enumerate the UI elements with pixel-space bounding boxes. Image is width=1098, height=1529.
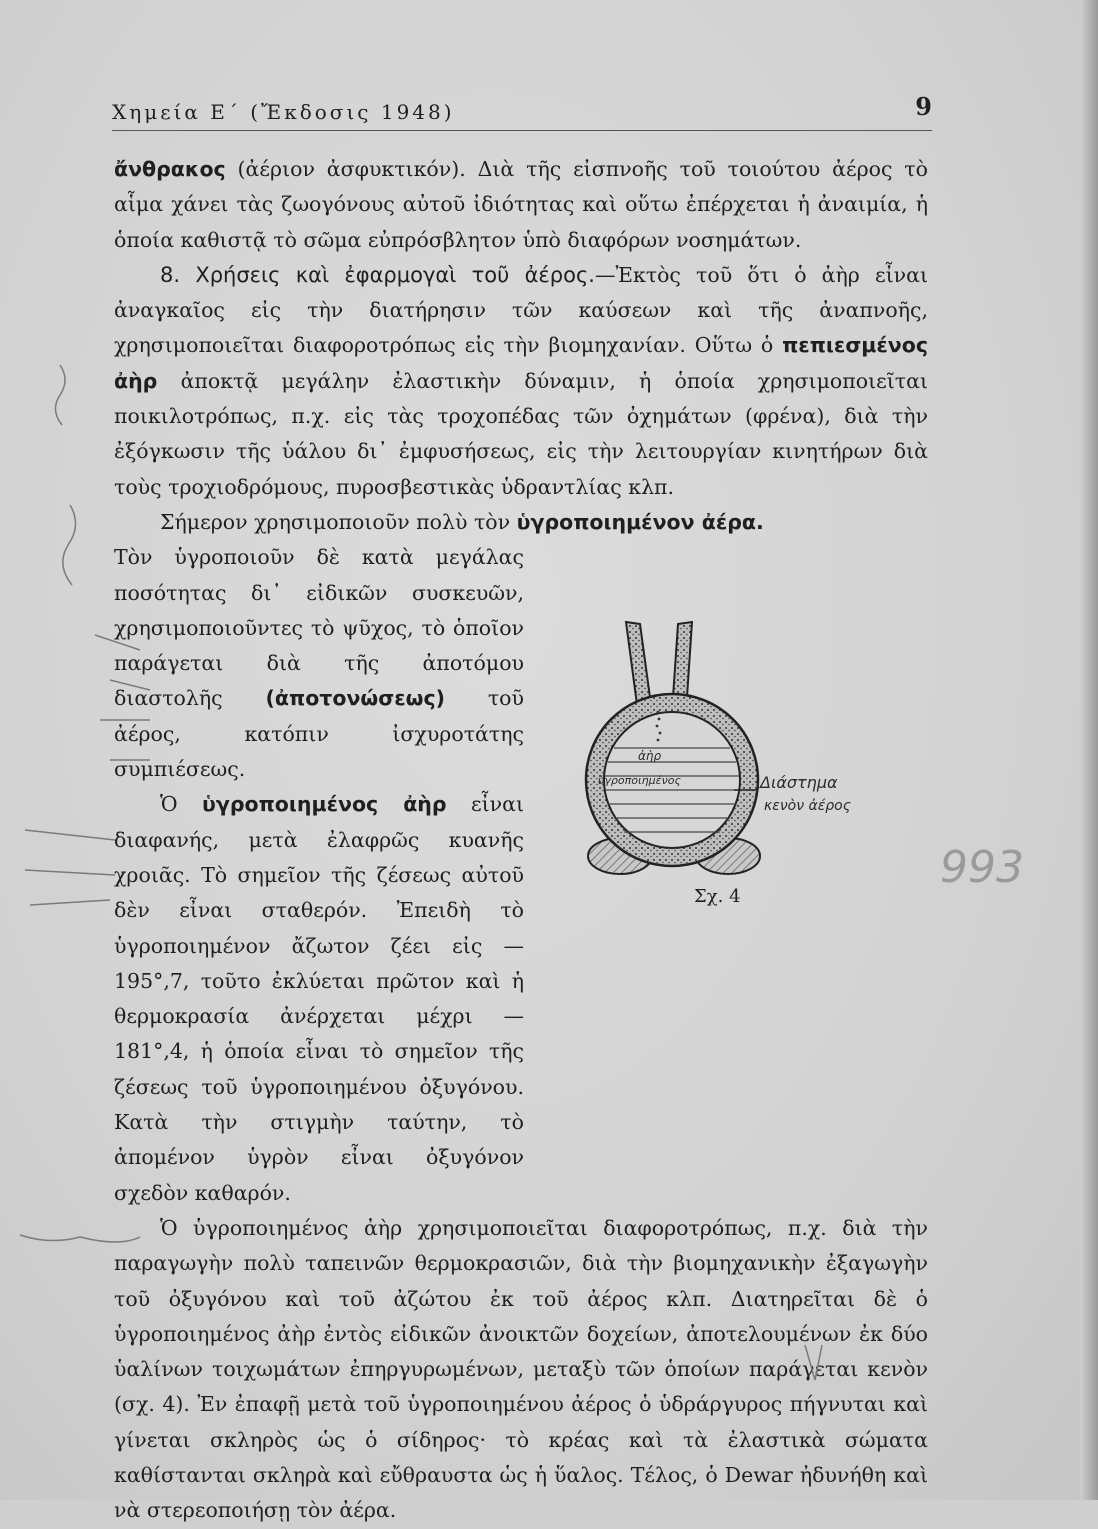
paragraph-text: ἀποκτᾷ μεγάλην ἐλαστικὴν δύναμιν, ἡ ὁποία χρησιμοποιεῖται ποικιλοτρόπως, π.χ. εἰς τὰς τροχοπέδας τῶν ὀχημάτων (φρένα), διὰ τὴν ἐξόγκωσιν τῆς ὑάλου δι᾽ ἐμφυσήσεως, εἰς τὴν λειτουργίαν κινητήρων διὰ τοὺς τροχιοδρόμους, πυροσβεστικὰς ὑδραντλίας κλπ. <box>114 368 928 499</box>
figure-caption: Σχ. 4 <box>694 886 741 907</box>
bold-term: ἄνθρακος <box>114 157 226 181</box>
paragraph-text: τοῦ ἀέρος, κατόπιν ἰσχυροτάτης συμπιέσεως. <box>114 686 524 782</box>
label-vacuum-space: Διάστημα <box>760 773 838 792</box>
page-number: 9 <box>915 92 932 121</box>
pencil-squiggle <box>63 505 76 585</box>
paragraph-text: Ὁ ὑγροποιημένος ἀὴρ χρησιμοποιεῖται διαφοροτρόπως, π.χ. διὰ τὴν παραγωγὴν πολὺ ταπεινῶν θερμοκρασιῶν, διὰ τὴν βιομηχανικὴν ἐξαγωγὴν τοῦ ὀξυγόνου καὶ τοῦ ἀζώτου ἐκ τοῦ ἀέρος κλπ. Διατηρεῖται δὲ ὁ ὑγροποιημένος ἀὴρ ἐντὸς εἰδικῶν ἀνοικτῶν δοχείων, ἀποτελουμένων ἐκ δύο ὑαλίνων τοιχωμάτων ἐπηργυρωμένων, μεταξὺ τῶν ὁποίων παράγεται κενὸν (σχ. 4). Ἐν ἐπαφῇ μετὰ τοῦ ὑγροποιημένου ἀέρος ὁ ὑδράργυρος πήγνυται καὶ γίνεται σκληρὸς ὡς ὁ σίδηρος· τὸ κρέας καὶ τὰ ἐλαστικὰ σώματα καθίστανται σκληρὰ καὶ εὔθραυστα ὡς ἡ ὕαλος. Τέλος, ὁ Dewar ἠδυνήθη καὶ νὰ στερεοποιήσῃ τὸν ἀέρα. <box>114 1215 928 1523</box>
section-heading: 8. Χρήσεις καὶ ἐφαρμογαὶ τοῦ ἀέρος. <box>160 262 595 287</box>
paragraph-text: (ἀέριον ἀσφυκτικόν). Διὰ τῆς εἰσπνοῆς τοῦ τοιούτου ἀέρος τὸ αἷμα χάνει τὰς ζωογόνους αὐτοῦ ἰδιότητας καὶ οὕτω ἐπέρχεται ἡ ἀναιμία, ἡ ὁποία καθιστᾷ τὸ σῶμα εὐπρόσβλητον ὑπὸ διαφόρων νοσημάτων. <box>114 157 928 252</box>
bold-term: πεπιεσμένος ἀὴρ <box>114 333 928 393</box>
paragraph-text: —Ἐκτὸς τοῦ ὅτι ὁ ἀὴρ εἶναι ἀναγκαῖος εἰς τὴν διατήρησιν τῶν καύσεων καὶ τῆς ἀναπνοῆς, χρησιμοποιεῖται διαφοροτρόπως εἰς τὴν βιομηχανίαν. Οὕτω ὁ <box>114 262 928 358</box>
bold-term: (ἀποτονώσεως) <box>265 686 445 711</box>
label-liquefied: ὑγροποιημένος <box>598 774 681 787</box>
bold-term: ὑγροποιημένος ἀὴρ <box>202 792 447 817</box>
pencil-lines <box>95 635 150 760</box>
paragraph-text: Σήμερον χρησιμοποιοῦν πολὺ τὸν <box>160 509 517 534</box>
label-air: ἀὴρ <box>638 749 662 763</box>
pencil-arrows <box>25 830 115 905</box>
paragraph-text: Τὸν ὑγροποιοῦν δὲ κατὰ μεγάλας ποσότητας δι᾽ εἰδικῶν συσκευῶν, χρησιμοποιοῦντες τὸ ψῦχος, τὸ ὁποῖον παράγεται διὰ τῆς ἀποτόμου διαστολῆς <box>114 545 524 711</box>
pencil-leaf <box>20 1235 140 1242</box>
bold-term: ὑγροποιημένον ἀέρα. <box>516 509 764 534</box>
paragraph-text: Ὁ <box>160 792 203 817</box>
pencil-check <box>805 1345 822 1380</box>
header-title: Χημεία Ε΄ (Ἔκδοσις 1948) <box>112 100 455 124</box>
label-vacuum-air: κενὸν ἀέρος <box>764 798 851 814</box>
paragraph-text: εἶναι διαφανής, μετὰ ἐλαφρῶς κυανῆς χροιᾶς. Τὸ σημεῖον τῆς ζέσεως αὐτοῦ δὲν εἶναι σταθερόν. Ἐπειδὴ τὸ ὑγροποιημένον ἄζωτον ζέει εἰς — 195°,7, τοῦτο ἐκλύεται πρῶτον καὶ ἡ θερμοκρασία ἀνέρχεται μέχρι — 181°,4, ἡ ὁποία εἶναι τὸ σημεῖον τῆς ζέσεως τοῦ ὑγροποιημένου ὀξυγόνου. Κατὰ τὴν στιγμὴν ταύτην, τὸ ἀπομένον ὑγρὸν εἶναι ὀξυγόνον σχεδὸν καθαρόν. <box>114 792 524 1205</box>
handwritten-number: 993 <box>940 842 1024 893</box>
pencil-squiggle <box>55 365 65 425</box>
